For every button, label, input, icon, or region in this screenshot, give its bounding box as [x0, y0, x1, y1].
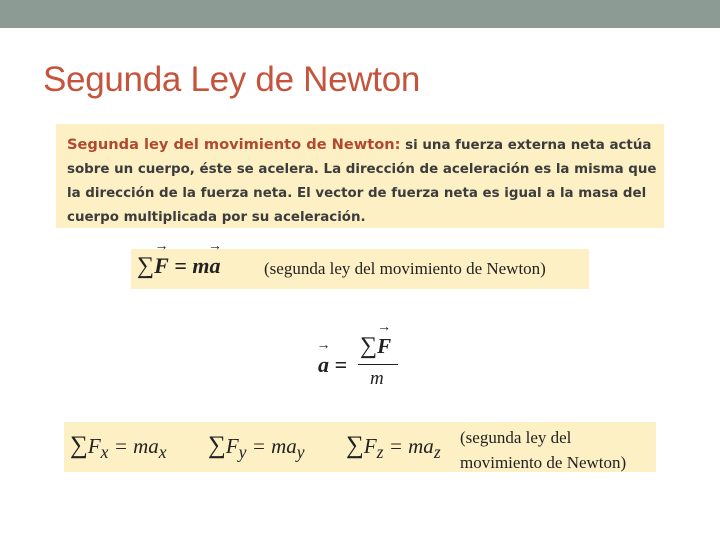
definition-box: [56, 124, 664, 228]
main-equation-caption: (segunda ley del movimiento de Newton): [264, 259, 546, 278]
subscript: x: [158, 442, 167, 463]
mass-acceleration: ma: [271, 434, 297, 458]
sum-symbol: ∑: [360, 333, 378, 359]
force-vector: → F: [377, 334, 391, 359]
sum-symbol: ∑: [137, 253, 155, 279]
main-equation: [137, 253, 220, 280]
equals-sign: =: [108, 434, 134, 458]
acceleration-equation: [316, 330, 406, 390]
subscript: x: [100, 442, 109, 463]
sum-symbol: ∑: [208, 432, 226, 459]
z-component-equation: [346, 432, 441, 463]
main-equation-box: [131, 249, 589, 289]
caption-line: (segunda ley del: [460, 428, 572, 447]
x-component-equation: [70, 432, 167, 463]
sum-symbol: ∑: [70, 432, 88, 459]
equals-sign: =: [168, 253, 193, 278]
slide-title: Segunda Ley de Newton: [43, 60, 421, 99]
y-component-equation: [208, 432, 305, 463]
fraction-denominator: m: [370, 368, 384, 389]
force-symbol: F: [363, 434, 377, 458]
definition-text: si una fuerza externa neta actúa sobre un cuerpo, éste se acelera. La dirección de aceleración es la misma que la dirección de la fuerza neta. El vector de fuerza neta es igual a la masa del cuerpo multiplicada por su aceleración.: [67, 138, 657, 225]
top-bar: [0, 0, 720, 28]
caption-line: movimiento de Newton): [460, 453, 627, 472]
mass-acceleration: ma: [408, 434, 434, 458]
force-symbol: F: [87, 434, 101, 458]
mass-symbol: m: [192, 253, 210, 278]
acceleration-vector: → a: [318, 352, 329, 378]
acceleration-vector: → a: [209, 253, 220, 279]
fraction-bar: [358, 364, 398, 365]
equals-sign: =: [246, 434, 272, 458]
equals-sign: =: [383, 434, 409, 458]
force-symbol: F: [225, 434, 239, 458]
acceleration-lhs: [318, 352, 347, 378]
subscript: z: [376, 442, 384, 463]
mass-acceleration: ma: [133, 434, 159, 458]
component-equations-caption: [460, 425, 626, 475]
equals-sign: =: [329, 352, 348, 377]
subscript: z: [433, 442, 441, 463]
component-equations-box: [64, 422, 656, 472]
subscript: y: [296, 442, 305, 463]
fraction-numerator: [360, 333, 391, 360]
force-vector: → F: [154, 253, 169, 279]
definition-term: Segunda ley del movimiento de Newton:: [67, 136, 401, 153]
sum-symbol: ∑: [346, 432, 364, 459]
subscript: y: [238, 442, 247, 463]
